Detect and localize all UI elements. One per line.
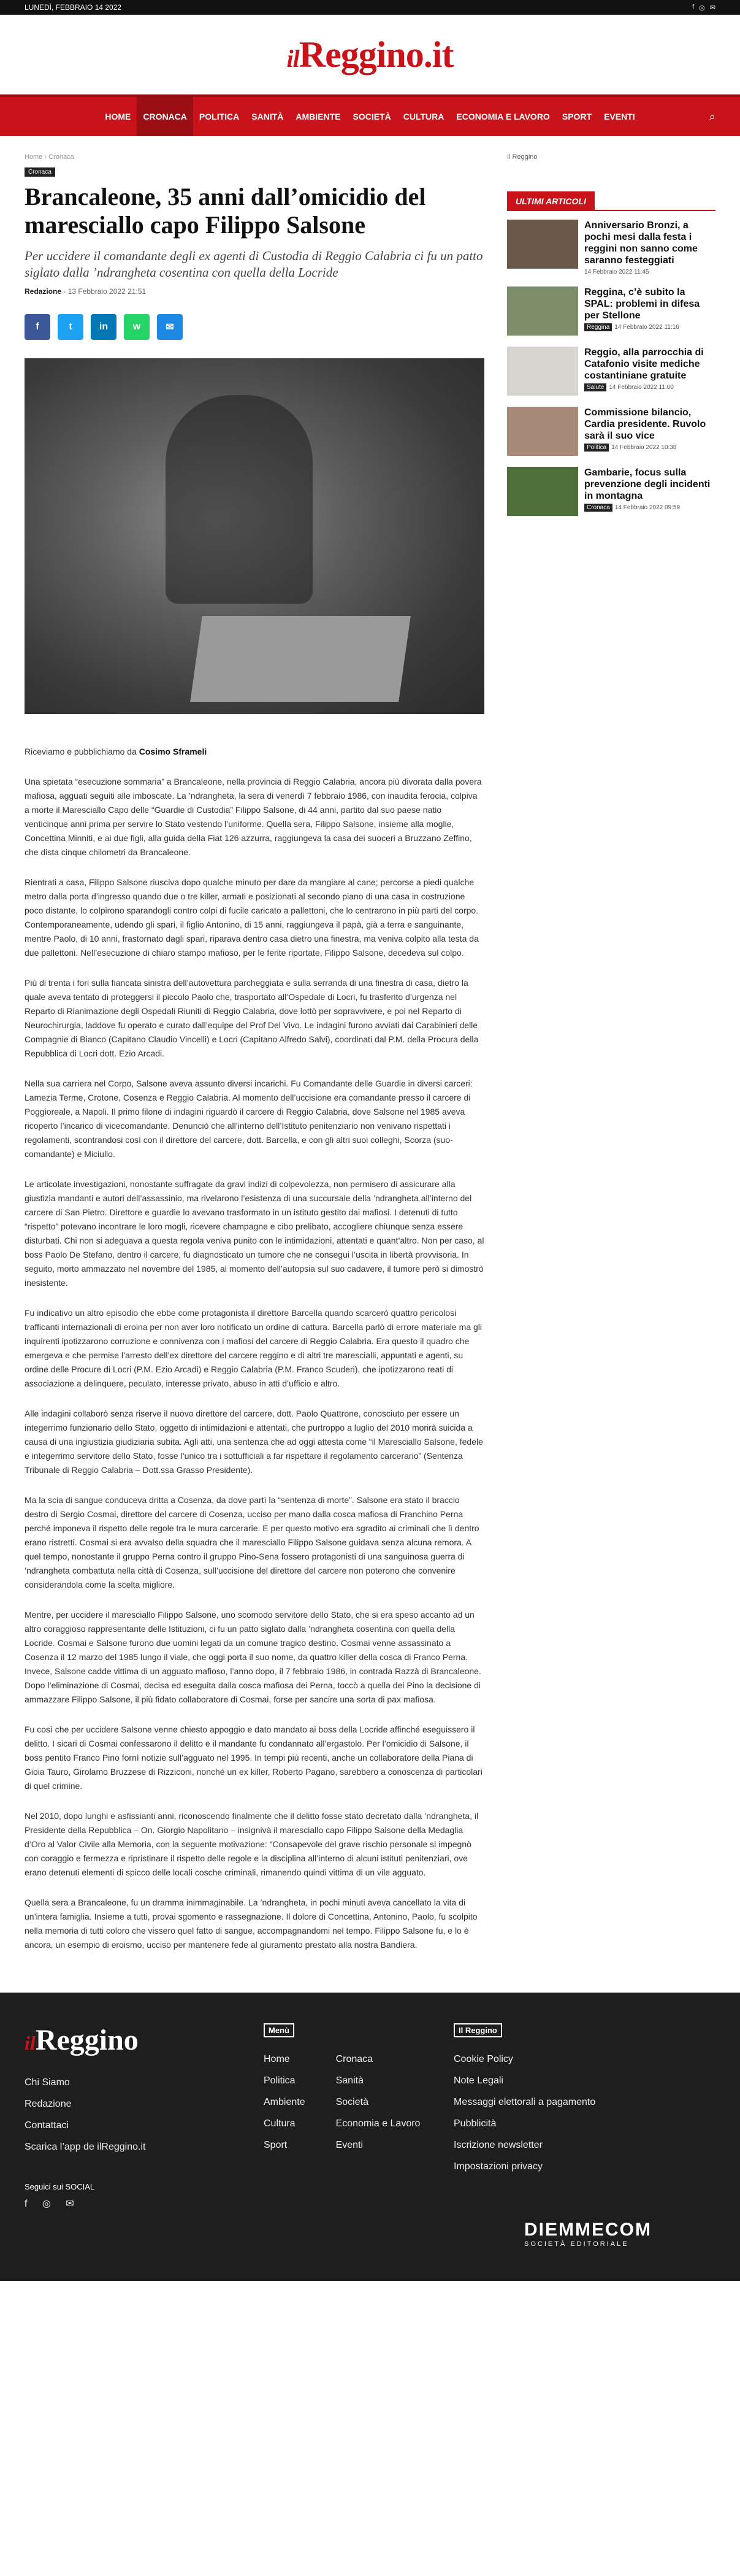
paragraph: Quella sera a Brancaleone, fu un dramma inimmaginabile. La ’ndrangheta, in pochi minuti aveva cancellato la vita di un’intera famiglia. Insieme a tutti, provai sgomento e rassegnazione. Il dolore di Concettina, Antonino, Paolo, fu scolpito nella memoria di tutti coloro che vissero quel fatto di sangue, accompagnandomi nel tempo. Filippo Salsone fu, e lo è ancora, un esempio di eroismo, ucciso per mantenere fede al giuramento prestato alla nostra Bandiera.	[25, 1897, 478, 1950]
article-photo	[25, 358, 484, 714]
latest-article-title[interactable]: Reggina, c’è subito la SPAL: problemi in difesa per Stellone	[584, 287, 700, 321]
latest-article-item[interactable]	[507, 467, 715, 516]
instagram-icon[interactable]: ◎	[699, 4, 705, 12]
article-thumbnail[interactable]	[507, 347, 578, 396]
footer-social-icons[interactable]: f ◎ ✉	[25, 2199, 80, 2209]
article-thumbnail[interactable]	[507, 286, 578, 336]
nav-item-sport[interactable]: SPORT	[562, 112, 592, 121]
footer-menu-item[interactable]: Società	[335, 2097, 368, 2107]
current-date: LUNEDÌ, FEBBRAIO 14 2022	[25, 3, 122, 12]
share-buttons	[25, 314, 484, 340]
nav-item-economia[interactable]: ECONOMIA E LAVORO	[456, 112, 550, 121]
latest-article-title[interactable]: Anniversario Bronzi, a pochi mesi dalla festa i reggini non sanno come saranno festeggiati	[584, 220, 698, 266]
footer-menu-item[interactable]: Eventi	[335, 2140, 364, 2150]
paragraph: Fu indicativo un altro episodio che ebbe come protagonista il direttore Barcella quando scarcerò quattro pericolosi trafficanti internazionali di eroina per non aver loro notificato un ordine di cattura. Barcella parlò di errore materiale ma gli inquirenti ipotizzarono corruzione e connivenza con i mafiosi del carcere di Reggio Calabria. Era questo il quadro che emergeva e che permise l’arresto dell’ex direttore del carcere reggino e di altri tre marescialli, appuntati e agenti, su ordine delle Procure di Locri (P.M. Ezio Arcadi) e Reggio Calabria (P.M. Franco Scuderi), che ipotizzarono reati di associazione a delinquere, peculato, interesse privato, abuso in atti d’ufficio e altro.	[25, 1308, 483, 1388]
sidebar-label: Il Reggino	[507, 153, 538, 161]
footer-menu-item[interactable]: Sanità	[335, 2075, 364, 2086]
latest-article-item[interactable]	[507, 347, 715, 396]
paragraph: Una spietata “esecuzione sommaria” a Brancaleone, nella provincia di Reggio Calabria, ancora più divorata dalla povera mafiosa, agguati seguiti alle imboscate. La ’ndrangheta, la sera di venerdì 7 febbraio 1986, con inaudita ferocia, colpiva a morte il Maresciallo Capo delle “Guardie di Custodia” Filippo Salsone, di 44 anni, partito dal suo paese natio venticinque anni prima per servire lo Stato vestendo l’uniforme. Quella sera, Filippo Salsone, insieme alla moglie, Concettina Minniti, e ai due figli, alla guida della Fiat 126 azzurra, raggiungeva la casa dei suoceri a Bruzzano Zeffino, che dista cinque chilometri da Brancaleone.	[25, 777, 482, 857]
footer-info-link[interactable]: Cookie Policy	[454, 2054, 513, 2064]
nav-item-ambiente[interactable]: AMBIENTE	[296, 112, 341, 121]
footer-info-link[interactable]: Messaggi elettorali a pagamento	[454, 2097, 596, 2107]
breadcrumb[interactable]: Home › Cronaca	[25, 153, 74, 161]
article-intro: Riceviamo e pubblichiamo da Cosimo Sframeli	[25, 747, 207, 756]
nav-item-cultura[interactable]: CULTURA	[403, 112, 444, 121]
footer-menu-item[interactable]: Sport	[264, 2140, 288, 2150]
article-body	[25, 745, 484, 1952]
sidebar	[507, 153, 715, 1968]
search-icon[interactable]: ⌕	[709, 110, 715, 123]
footer-logo[interactable]: ilReggino	[25, 2024, 139, 2056]
nav-item-eventi[interactable]: EVENTI	[604, 112, 635, 121]
footer-menu-item[interactable]: Home	[264, 2054, 290, 2064]
publish-date: - 13 Febbraio 2022 21:51	[61, 287, 147, 296]
category-badge[interactable]: Cronaca	[25, 167, 55, 177]
footer-info-link[interactable]: Note Legali	[454, 2075, 503, 2086]
article-thumbnail[interactable]	[507, 467, 578, 516]
paragraph: Nella sua carriera nel Corpo, Salsone aveva assunto diversi incarichi. Fu Comandante delle Guardie in diversi carceri: Lamezia Terme, Crotone, Cosenza e Reggio Calabria. Al momento dell’uccisione era comandante presso il carcere di Poggioreale, a Napoli. Il primo filone di indagini riguardò il carcere di Reggio Calabria, dove Salsone nel 1985 aveva ricoperto l’incarico di vicecomandante. Denunciò che all’interno dell’Istituto penitenziario non venivano rispettati i regolamenti, scontrandosi così con il direttore del carcere, dott. Barcella, e con gli altri suoi colleghi, Scorza (suo-comandante) e Miciullo.	[25, 1078, 473, 1159]
footer-info-link[interactable]: Impostazioni privacy	[454, 2161, 543, 2172]
footer-info-heading: Il Reggino	[454, 2023, 502, 2037]
article-title: Brancaleone, 35 anni dall’omicidio del maresciallo capo Filippo Salsone	[25, 183, 426, 239]
social-label: Seguici sui SOCIAL	[25, 2182, 95, 2191]
site-logo[interactable]: ilReggino.it	[286, 34, 454, 75]
facebook-share-button[interactable]: f	[25, 314, 50, 340]
footer-menu-item[interactable]: Ambiente	[264, 2097, 305, 2107]
email-share-button[interactable]: ✉	[157, 314, 183, 340]
latest-article-title[interactable]: Gambarie, focus sulla prevenzione degli incidenti in montagna	[584, 467, 711, 501]
latest-article-date: 14 Febbraio 2022 11:00	[609, 384, 674, 391]
paragraph: Ma la scia di sangue conduceva dritta a Cosenza, da dove partì la “sentenza di morte”. Salsone era stato il braccio destro di Sergio Cosmai, direttore del carcere di Cosenza, ucciso per mano dalla cosca mafiosa di Franchino Perna perché imponeva il rispetto delle regole tra le mura carcerarie. E per questo motivo era sgradito ai criminali che lì dentro erano ristretti. Cosmai si era avvalso della squadra che il maresciallo Filippo Salsone guidava senza alcuna remora. A quel tempo, nonostante il gruppo Perna contro il gruppo Pino-Sena fossero protagonisti di una sanguinosa guerra di ’ndrangheta combattuta nella città di Cosenza, sull’uccisione del direttore del carcere non poterono che convenire considerandola come la scelta migliore.	[25, 1495, 479, 1590]
paragraph: Più di trenta i fori sulla fiancata sinistra dell’autovettura parcheggiata e sulla serranda di una finestra di casa, dietro la quale aveva tentato di proteggersi il piccolo Paolo che, trasportato all’Ospedale di Locri, fu trasferito d’urgenza nel Reparto di Rianimazione degli Ospedali Riuniti di Reggio Calabria, dove lottò per sopravvivere, e poi nel Reparto di Neurochirurgia, laddove fu operato e curato dall’equipe del Prof Del Vivo. Le indagini furono avviati dai Carabinieri delle Compagnie di Bianco (Capitano Claudio Vincelli) e Locri (Capitano Alfredo Salvi), coordinati dal P.M. della Procura della Repubblica di Locri dott. Ezio Arcadi.	[25, 978, 479, 1058]
article-thumbnail[interactable]	[507, 407, 578, 456]
footer-menu-item[interactable]: Cronaca	[335, 2054, 373, 2064]
nav-item-home[interactable]: HOME	[105, 112, 131, 121]
publisher-brand[interactable]: DIEMMECOM SOCIETÀ EDITORIALE	[524, 2220, 652, 2248]
latest-articles-heading: ULTIMI ARTICOLI	[507, 191, 595, 211]
footer-link-app[interactable]: Scarica l’app de ilReggino.it	[25, 2142, 146, 2152]
latest-article-item[interactable]	[507, 407, 715, 456]
footer-menu-item[interactable]: Cultura	[264, 2118, 296, 2129]
latest-article-date: 14 Febbraio 2022 09:59	[614, 504, 681, 511]
site-header	[0, 15, 740, 94]
footer-menu-item[interactable]: Economia e Lavoro	[335, 2118, 421, 2129]
category-badge[interactable]: Cronaca	[584, 504, 612, 512]
article-meta	[25, 287, 484, 296]
paragraph: Nel 2010, dopo lunghi e asfissianti anni, riconoscendo finalmente che il delitto fosse stato decretato dalla ’ndrangheta, il Presidente della Repubblica – On. Giorgio Napolitano – insignivà il maresciallo capo Filippo Salsone della Medaglia d’Oro al Valor Civile alla Memoria, con la seguente motivazione: “Consapevole del grave rischio personale si impegnò con coraggio e fermezza e ripristinare il rispetto delle regole e la disciplina all’interno di alcuni istituti penitenziari, ove erano detenuti elementi di spicco delle locali cosche criminali, rimanendo quindi vittima di un vile agguato.	[25, 1811, 479, 1877]
nav-item-politica[interactable]: POLITICA	[199, 112, 240, 121]
article-subtitle: Per uccidere il comandante degli ex agenti di Custodia di Reggio Calabria ci fu un patto siglato dalla ’ndrangheta cosentina con quella della Locride	[25, 248, 483, 280]
whatsapp-share-button[interactable]: w	[124, 314, 150, 340]
category-badge[interactable]: Reggina	[584, 323, 612, 331]
facebook-icon[interactable]: f	[692, 3, 695, 11]
footer-menu-heading: Menù	[264, 2023, 294, 2037]
twitter-share-button[interactable]: t	[58, 314, 83, 340]
latest-article-item[interactable]	[507, 286, 715, 336]
footer-link-redazione[interactable]: Redazione	[25, 2099, 72, 2109]
mail-icon[interactable]: ✉	[709, 4, 715, 12]
top-social-icons	[692, 4, 715, 12]
latest-article-date: 14 Febbraio 2022 10:38	[611, 444, 677, 451]
paragraph: Alle indagini collaborò senza riserve il nuovo direttore del carcere, dott. Paolo Quattrone, conosciuto per essere un integerrimo funzionario dello Stato, oggetto di intimidazioni e attentati, che purtroppo a luglio del 2010 morirà suicida a causa di una ingiustizia giudiziaria subita. Agli atti, una sentenza che ad oggi attesta come “il Maresciallo Salsone, fedele e integerrimo servitore dello Stato, fosse l’unico tra i sottufficiali a far rispettare il regolamento carcerario” (Sentenza Tribunale di Reggio Calabria – Dott.ssa Grasso Presidente).	[25, 1409, 483, 1475]
nav-item-societa[interactable]: SOCIETÀ	[353, 112, 391, 121]
latest-article-date: 14 Febbraio 2022 11:45	[584, 269, 649, 275]
paragraph: Mentre, per uccidere il maresciallo Filippo Salsone, uno scomodo servitore dello Stato, che si era speso accanto ad un altro coraggioso rappresentante delle Istituzioni, ci fu un patto siglato dalla ’ndrangheta cosentina con quella della Locride. Cosmai e Salsone furono due uomini legati da un comune tragico destino. Cosmai venne assassinato a Cosenza il 12 marzo del 1985 lungo il viale, che oggi porta il suo nome, da quattro killer della cosca di Franco Perna. Invece, Salsone cadde vittima di un agguato mafioso, l’anno dopo, il 7 febbraio 1986, in contrada Razzà di Brancaleone. Dopo l’eliminazione di Cosmai, decisa ed eseguita dalla cosca mafiosa dei Perna, toccò a quella dei Pino la decisione di ammazzare Filippo Salsone, il più fidato collaboratore di Cosmai, forse per sancire una sorta di pax mafiosa.	[25, 1610, 481, 1704]
nav-item-sanita[interactable]: SANITÀ	[251, 112, 284, 121]
latest-article-date: 14 Febbraio 2022 11:16	[614, 324, 679, 331]
footer-info-link[interactable]: Iscrizione newsletter	[454, 2140, 543, 2150]
main-nav	[0, 94, 740, 136]
paragraph: Rientrati a casa, Filippo Salsone riusciva dopo qualche minuto per dare da mangiare al cane; percorse a piedi qualche metro dalla porta d’ingresso quando due o tre killer, armati e posizionati al secondo piano di una casa in costruzione poco distante, lo colpirono sparandogli contro colpi di fucile caricato a pallettoni, che lo centrarono in più parti del corpo. Contemporaneamente, udendo gli spari, il figlio Antonino, di 15 anni, raggiungeva il papà, già a terra e sanguinante, mentre Paolo, di 10 anni, frastornato dagli spari, riparava dentro casa dietro una finestra, ma veniva colpito alla testa da due pallettoni. Nell’esecuzione di chiaro stampo mafioso, per le ferite riportate, Filippo Salsone, decedeva sul colpo.	[25, 877, 479, 958]
article	[25, 153, 484, 1968]
author[interactable]: Redazione	[25, 287, 62, 296]
article-thumbnail[interactable]	[507, 220, 578, 269]
paragraph: Le articolate investigazioni, nonostante suffragate da gravi indizi di colpevolezza, non permisero di assicurare alla giustizia mandanti e autori dell’assassinio, ma rivelarono l’esistenza di una succursale della ’ndrangheta all’interno del carcere di San Pietro. Direttore e guardie lo avevano trasformato in un istituto gestito dai mafiosi. I detenuti di tutto “rispetto” potevano incontrare le loro mogli, ricevere champagne e cibo prelibato, accogliere chiunque senza essere disturbati. Chi non si adeguava a questa regola veniva punito con le intimidazioni, attentati e quant’altro. Non per caso, al boss Paolo De Stefano, dentro il carcere, fu diagnosticato un tumore che ne consegui l’uscita in libertà provvisoria. In seguito, morto ammazzato nel novembre del 1985, al momento dell’autopsia sul suo cadavere, il tumore però si dimostrò inesistente.	[25, 1179, 484, 1288]
footer-info-link[interactable]: Pubblicità	[454, 2118, 497, 2129]
footer-link-contattaci[interactable]: Contattaci	[25, 2120, 69, 2131]
top-bar	[0, 0, 740, 15]
latest-article-item[interactable]	[507, 220, 715, 275]
linkedin-share-button[interactable]: in	[91, 314, 116, 340]
footer-menu-item[interactable]: Politica	[264, 2075, 296, 2086]
nav-item-cronaca[interactable]: CRONACA	[137, 97, 193, 136]
site-footer	[0, 1993, 740, 2281]
category-badge[interactable]: Politica	[584, 444, 609, 452]
footer-link-chi-siamo[interactable]: Chi Siamo	[25, 2077, 70, 2088]
paragraph: Fu così che per uccidere Salsone venne chiesto appoggio e dato mandato ai boss della Locride affinché eseguissero il delitto. I sicari di Cosmai confessarono il delitto e il mandante fu condannato all’ergastolo. Per l’omicidio di Salsone, il boss pentito Franco Pino fornì notizie sull’agguato nel 1995. In tempi più recenti, anche un collaboratore della Piana di Gioia Tauro, Girolamo Bruzzese di Rizziconi, nonché un ex killer, Roberto Pagano, sarebbero a conoscenza di particolari di quel crimine.	[25, 1724, 483, 1791]
latest-article-title[interactable]: Commissione bilancio, Cardia presidente. Ruvolo sarà il suo vice	[584, 407, 706, 441]
category-badge[interactable]: Salute	[584, 383, 606, 391]
latest-article-title[interactable]: Reggio, alla parrocchia di Catafonio visite mediche costantiniane gratuite	[584, 347, 704, 381]
